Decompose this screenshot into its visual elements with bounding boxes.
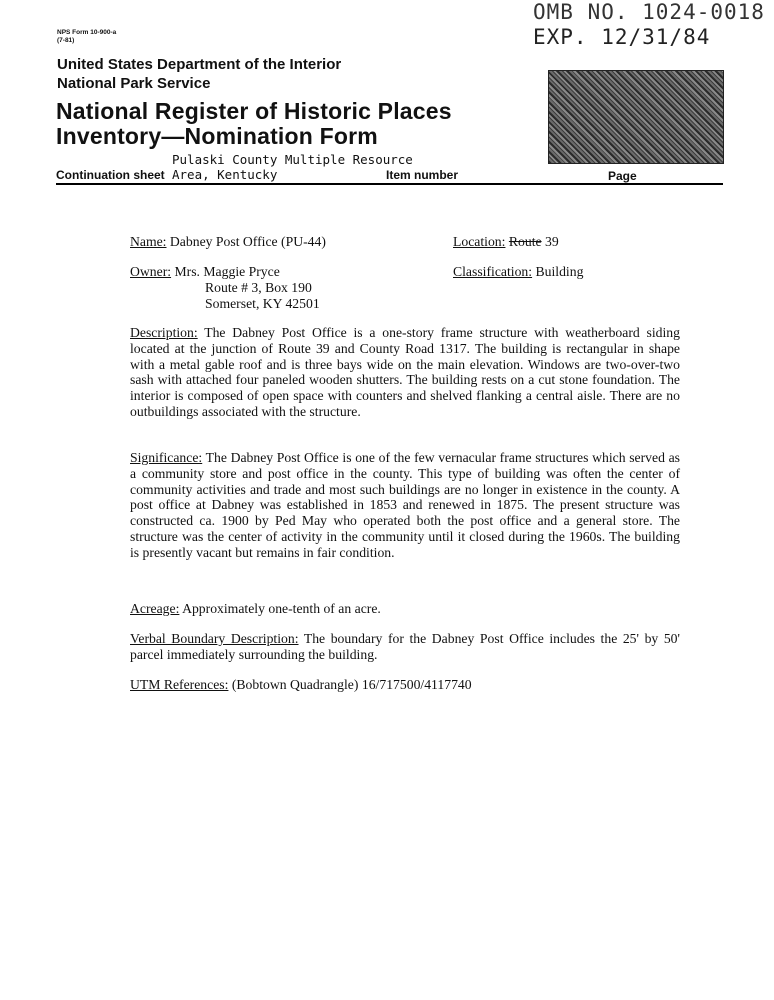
owner-name: Mrs. Maggie Pryce	[174, 264, 280, 279]
boundary-section	[130, 631, 680, 663]
significance-label: Significance:	[130, 450, 203, 465]
acreage-label: Acreage:	[130, 601, 180, 616]
form-title-line1: National Register of Historic Places	[56, 98, 452, 124]
owner-label: Owner:	[130, 264, 172, 279]
significance-text: The Dabney Post Office is one of the few vernacular frame structures which served as a community store and post office in the county. This type of building was often the center of community activities and trade and most such buildings are no longer in existence in the county. A post office at Dabney was established in 1853 and renewed in 1875. The present structure was constructed ca. 1900 by Ped May who operated both the post office and a general store. The structure was the center of activity in the community until it closed during the 1960s. The building is presently vacant but remains in fair condition.	[130, 450, 680, 560]
boundary-text: The boundary for the Dabney Post Office includes the 25' by 50' parcel immediately surrounding the building.	[130, 631, 680, 662]
office-use-stamp-box	[548, 70, 724, 164]
location-value: 39	[545, 234, 559, 249]
location-label: Location:	[453, 234, 506, 249]
form-number: NPS Form 10-900-a	[57, 29, 117, 36]
form-identifier	[57, 29, 116, 45]
owner-field	[130, 264, 280, 280]
classification-value: Building	[535, 264, 584, 279]
continuation-sheet-label: Continuation sheet	[56, 168, 165, 182]
description-section	[130, 325, 680, 420]
name-field	[130, 234, 326, 250]
department-name: United States Department of the Interior	[57, 56, 342, 73]
classification-label: Classification:	[453, 264, 533, 279]
header-divider	[56, 183, 723, 185]
significance-section	[130, 450, 680, 561]
description-label: Description:	[130, 325, 198, 340]
boundary-label: Verbal Boundary Description:	[130, 631, 299, 646]
description-text: The Dabney Post Office is a one-story frame structure with weatherboard siding located at the junction of Route 39 and County Road 1317. The building is rectangular in shape with a metal gable roof and is three bays wide on the main elevation. Windows are two-over-two sash with attached four paneled wooden shutters. The building rests on a cut stone foundation. The interior is composed of open space with counters and shelved flanking a central aisle. There are no outbuildings associated with the structure.	[130, 325, 680, 419]
expiration-date: EXP. 12/31/84	[533, 25, 711, 49]
utm-section	[130, 677, 680, 693]
utm-label: UTM References:	[130, 677, 229, 692]
item-number-label: Item number	[386, 168, 459, 182]
name-value: Dabney Post Office (PU-44)	[169, 234, 326, 249]
location-field	[453, 234, 559, 250]
owner-address-line2: Somerset, KY 42501	[205, 296, 320, 311]
page-label: Page	[608, 169, 637, 183]
utm-text: (Bobtown Quadrangle) 16/717500/4117740	[231, 677, 472, 692]
service-name: National Park Service	[57, 75, 211, 92]
acreage-text: Approximately one-tenth of an acre.	[182, 601, 381, 616]
county-line1: Pulaski County Multiple Resource	[172, 152, 413, 167]
form-date: (7-81)	[57, 37, 75, 44]
location-struck-text: Route	[508, 234, 542, 249]
county-line2: Area, Kentucky	[172, 167, 278, 182]
acreage-section	[130, 601, 680, 617]
form-title-line2: Inventory—Nomination Form	[56, 123, 378, 149]
omb-number: OMB NO. 1024-0018	[533, 0, 765, 24]
classification-field	[453, 264, 583, 280]
owner-address-line1: Route # 3, Box 190	[205, 280, 312, 295]
name-label: Name:	[130, 234, 167, 249]
